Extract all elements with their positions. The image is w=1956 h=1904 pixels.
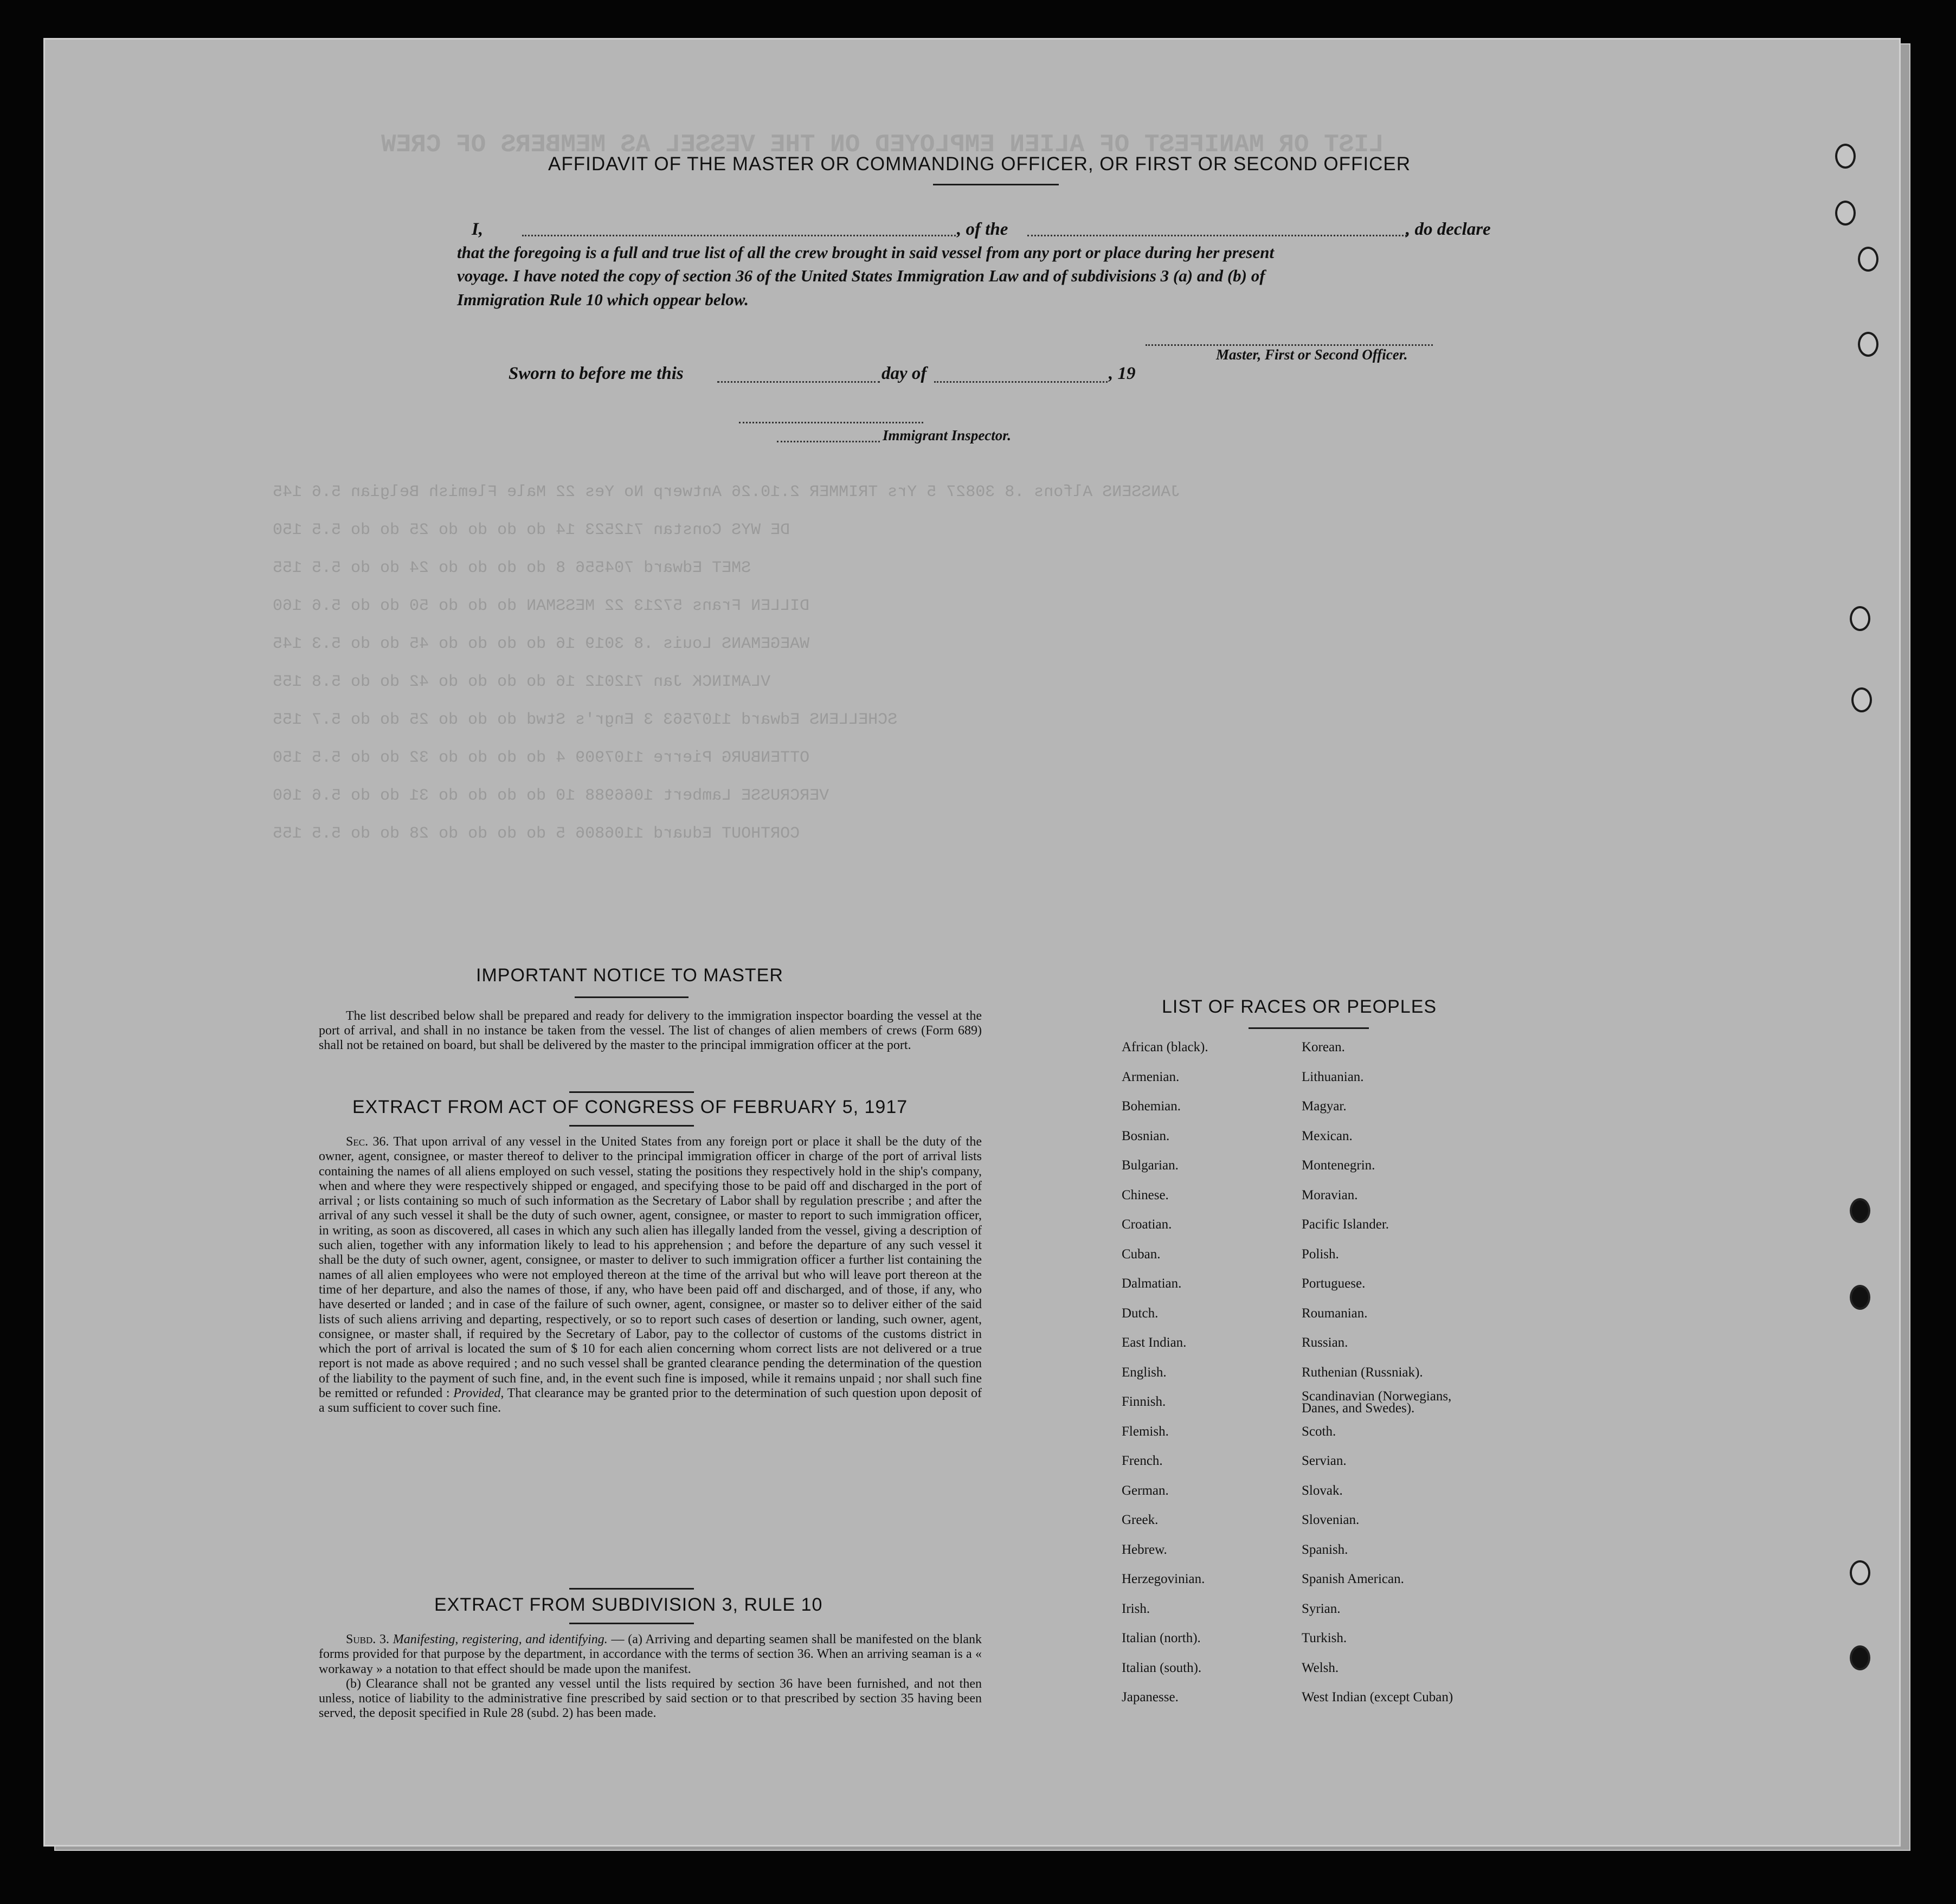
race-item: Scoth. bbox=[1302, 1424, 1336, 1439]
extract-rule-rule-bottom bbox=[569, 1623, 694, 1624]
races-title: LIST OF RACES OR PEOPLES bbox=[1162, 996, 1437, 1017]
races-left-column bbox=[1122, 1033, 1208, 1713]
race-item: Japanesse. bbox=[1122, 1690, 1179, 1704]
race-item: Welsh. bbox=[1302, 1660, 1339, 1675]
race-item: Greek. bbox=[1122, 1513, 1159, 1527]
race-item: East Indian. bbox=[1122, 1335, 1187, 1350]
section-36-text: Sec. 36. That upon arrival of any vessel in the United States from any foreign port or place it shall be the duty of the owner, agent, consignee, or master thereof to deliver to the principal immigration officer in charge of the port of arrival lists containing the names of all aliens employed on such vessel, stating the positions they respectively hold in the ship's company, when and where they were respectively shipped or engaged, and specifying those to be paid off and discharged in the port of arrival ; or lists containing so much of such information as the Secretary of Labor shall by regulation prescribe ; and after the arrival of any such vessel it shall be the duty of such owner, agent, consignee, or master to report to such immigration officer, in writing, as soon as discovered, all cases in which any such alien has illegally landed from the vessel, giving a description of such alien, together with any information likely to lead to his apprehension ; and before the departure of any such vessel it shall be the duty of such owner, agent, consignee, or master to deliver to such immigration officer a further list containing the names of all alien employees who were not employed thereon at the time of the arrival but who will leave port thereon at the time of her departure, and also the names of those, if any, who have been paid off and discharged, and of those, if any, who have deserted or landed ; and in case of the failure of such owner, agent, consignee, or master so to deliver either of the said lists of such aliens arriving and departing, respectively, or so to report such cases of desertion or landing, such owner, agent, consignee, or master shall, if required by the Secretary of Labor, pay to the collector of customs of the customs district in which the port of arrival is located the sum of $ 10 for each alien concerning whom correct lists are not delivered or a true report is not made as above required ; and no such vessel shall be granted clearance pending the determination of the question of the liability to the payment of such fine, and, in the event such fine is imposed, while it remains unpaid ; nor shall such fine be remitted or refunded : Provided, That clearance may be granted prior to the determination of such question upon deposit of a sum sufficient to cover such fine. bbox=[319, 1135, 982, 1416]
subd-label: Subd. 3. bbox=[346, 1632, 389, 1646]
race-item: Servian. bbox=[1302, 1453, 1347, 1468]
affidavit-of-the: , of the bbox=[957, 220, 1008, 239]
race-item: Korean. bbox=[1302, 1040, 1345, 1054]
race-item: Moravian. bbox=[1302, 1187, 1358, 1202]
race-item: Dalmatian. bbox=[1122, 1276, 1182, 1291]
bleed-through-row: WAEGEMANS Louis .8 3019 16 do do do do 45 do do 5.3 145 bbox=[273, 635, 810, 653]
race-item: Croatian. bbox=[1122, 1217, 1172, 1232]
binder-hole bbox=[1850, 606, 1870, 631]
races-right-column bbox=[1302, 1033, 1486, 1713]
inspector-label: Immigrant Inspector. bbox=[883, 427, 1012, 443]
race-item: Armenian. bbox=[1122, 1069, 1180, 1084]
race-item: Cuban. bbox=[1122, 1246, 1161, 1262]
bleed-through-row: OTTENBURG Pierre 1107909 4 do do do do 32 do do 5.5 150 bbox=[273, 749, 810, 767]
year-text: , 19 bbox=[1109, 364, 1136, 383]
race-item: Slovak. bbox=[1302, 1483, 1343, 1498]
race-item: French. bbox=[1122, 1453, 1163, 1468]
sworn-month-blank bbox=[934, 381, 1108, 383]
race-item: Roumanian. bbox=[1302, 1305, 1368, 1321]
bleed-through-row: VERCRUSSE Lambert 1066988 10 do do do do 31 do do 5.6 160 bbox=[273, 787, 829, 805]
binder-hole bbox=[1858, 247, 1878, 272]
manifest-page bbox=[43, 38, 1901, 1847]
race-item: English. bbox=[1122, 1365, 1167, 1380]
bleed-through-row: JANSSENS Alfons .8 30827 5 Yrs TRIMMER 2.10.26 Antwerp No Yes 22 Male Flemish Belgian 5.6 145 bbox=[273, 483, 1181, 501]
race-item: Slovenian. bbox=[1302, 1513, 1360, 1527]
race-item: Spanish. bbox=[1302, 1542, 1348, 1557]
affidavit-declare: , do declare bbox=[1406, 220, 1491, 239]
race-item: Lithuanian. bbox=[1302, 1069, 1364, 1084]
bleed-through-row: SMET Edward 704556 8 do do do do 24 do do 5.5 155 bbox=[273, 559, 751, 577]
master-signature-line bbox=[1146, 344, 1433, 346]
sworn-text: Sworn to before me this bbox=[509, 364, 684, 383]
notice-title: IMPORTANT NOTICE TO MASTER bbox=[476, 965, 783, 986]
vessel-blank bbox=[1027, 235, 1407, 236]
race-item: Finnish. bbox=[1122, 1394, 1166, 1409]
race-item: Chinese. bbox=[1122, 1187, 1169, 1202]
inspector-signature-line bbox=[739, 422, 923, 423]
race-item: Hebrew. bbox=[1122, 1542, 1167, 1557]
race-item: Syrian. bbox=[1302, 1601, 1341, 1616]
race-item: Flemish. bbox=[1122, 1424, 1169, 1439]
binder-hole bbox=[1850, 1560, 1870, 1585]
race-item: West Indian (except Cuban) bbox=[1302, 1690, 1453, 1704]
affidavit-line-2: that the foregoing is a full and true list of all the crew brought in said vessel from any port or place during her present bbox=[457, 243, 1275, 262]
extract-rule-title: EXTRACT FROM SUBDIVISION 3, RULE 10 bbox=[434, 1594, 823, 1615]
extract-act-rule-bottom bbox=[569, 1125, 694, 1127]
bleed-through-row: DE WYS Constan 712523 14 do do do do 25 do do 5.5 150 bbox=[273, 521, 790, 539]
race-item: Italian (north). bbox=[1122, 1631, 1201, 1645]
race-item: Italian (south). bbox=[1122, 1660, 1202, 1675]
extract-act-title: EXTRACT FROM ACT OF CONGRESS OF FEBRUARY 5, 1917 bbox=[352, 1097, 908, 1117]
bleed-through-row: DILLEN Frans 57213 22 MESSMAN do do do 50 do do 5.6 160 bbox=[273, 597, 810, 615]
notice-text: The list described below shall be prepared and ready for delivery to the immigration inspector boarding the vessel at the port of arrival, and shall in no instance be taken from the vessel. The list of changes of alien members of crews (Form 689) shall not be retained on board, but shall be delivered by the master to the principal immigration officer at the port. bbox=[319, 1009, 982, 1052]
race-item: German. bbox=[1122, 1483, 1169, 1498]
binder-hole bbox=[1835, 144, 1856, 169]
races-title-rule bbox=[1249, 1027, 1369, 1029]
affidavit-title-rule bbox=[933, 184, 1059, 185]
race-item: Portuguese. bbox=[1302, 1276, 1366, 1291]
bleed-through-row: VLAMINCK Jan 712012 16 do do do do 42 do do 5.8 155 bbox=[273, 673, 771, 691]
sec-label: Sec. 36. bbox=[346, 1135, 389, 1149]
bleed-through-row: SCHELLENS Edward 1107563 3 Engr's Stwd do do do 25 do do 5.7 155 bbox=[273, 711, 898, 729]
binder-hole bbox=[1850, 1285, 1870, 1310]
binder-hole bbox=[1858, 332, 1878, 357]
race-item: Dutch. bbox=[1122, 1305, 1159, 1321]
name-blank bbox=[522, 235, 956, 236]
race-item: Mexican. bbox=[1302, 1128, 1353, 1143]
race-item: African (black). bbox=[1122, 1040, 1208, 1054]
race-item: Bosnian. bbox=[1122, 1128, 1170, 1143]
binder-hole bbox=[1850, 1198, 1870, 1223]
race-item: Irish. bbox=[1122, 1601, 1150, 1616]
race-item: Ruthenian (Russniak). bbox=[1302, 1365, 1423, 1380]
race-item: Scandinavian (Norwegians, Danes, and Swedes). bbox=[1302, 1389, 1452, 1416]
notice-title-rule bbox=[575, 996, 689, 998]
master-label: Master, First or Second Officer. bbox=[1216, 346, 1408, 363]
day-of-text: day of bbox=[882, 364, 927, 383]
provided-word: Provided, bbox=[453, 1386, 504, 1401]
race-item: Spanish American. bbox=[1302, 1572, 1404, 1586]
race-item: Herzegovinian. bbox=[1122, 1572, 1205, 1586]
bleed-through-title: LIST OR MANIFEST OF ALIEN EMPLOYED ON THE VESSEL AS MEMBERS OF CREW bbox=[381, 131, 1384, 159]
extract-rule-rule-top bbox=[569, 1588, 694, 1590]
affidavit-title: AFFIDAVIT OF THE MASTER OR COMMANDING OFFICER, OR FIRST OR SECOND OFFICER bbox=[548, 153, 1411, 175]
race-item: Polish. bbox=[1302, 1246, 1339, 1262]
binder-hole bbox=[1851, 687, 1872, 712]
binder-hole bbox=[1835, 201, 1856, 226]
binder-hole bbox=[1850, 1645, 1870, 1670]
race-item: Russian. bbox=[1302, 1335, 1348, 1350]
race-item: Bulgarian. bbox=[1122, 1158, 1179, 1173]
affidavit-i: I, bbox=[472, 220, 484, 239]
rule-10-text: Subd. 3. Manifesting, registering, and identifying. — (a) Arriving and departing seamen shall be manifested on the blank forms provided for that purpose by the department, in accordance with the terms of section 36. When an arriving seaman is a « workaway » a notation to that effect should be made upon the manifest. (b) Clearance shall not be granted any vessel until the lists required by section 36 have been furnished, and not then unless, notice of liability to the administrative fine prescribed by said section or to that prescribed by section 35 having been served, the deposit specified in Rule 28 (subd. 2) has been made. bbox=[319, 1632, 982, 1721]
subd-heading: Manifesting, registering, and identifying. bbox=[393, 1632, 608, 1646]
race-item: Turkish. bbox=[1302, 1631, 1347, 1645]
inspector-prefix-line bbox=[777, 441, 880, 442]
affidavit-line-4: Immigration Rule 10 which oppear below. bbox=[457, 290, 749, 309]
extract-act-rule-top bbox=[569, 1091, 694, 1093]
race-item: Magyar. bbox=[1302, 1099, 1347, 1114]
affidavit-line-3: voyage. I have noted the copy of section 36 of the United States Immigration Law and of subdivisions 3 (a) and (b) of bbox=[457, 266, 1265, 285]
race-item: Pacific Islander. bbox=[1302, 1217, 1389, 1232]
race-item: Bohemian. bbox=[1122, 1099, 1181, 1114]
sworn-day-blank bbox=[717, 381, 880, 383]
race-item: Montenegrin. bbox=[1302, 1158, 1375, 1173]
bleed-through-row: CORTHOUT Eduard 1106806 5 do do do do 28 do do 5.5 155 bbox=[273, 825, 800, 843]
